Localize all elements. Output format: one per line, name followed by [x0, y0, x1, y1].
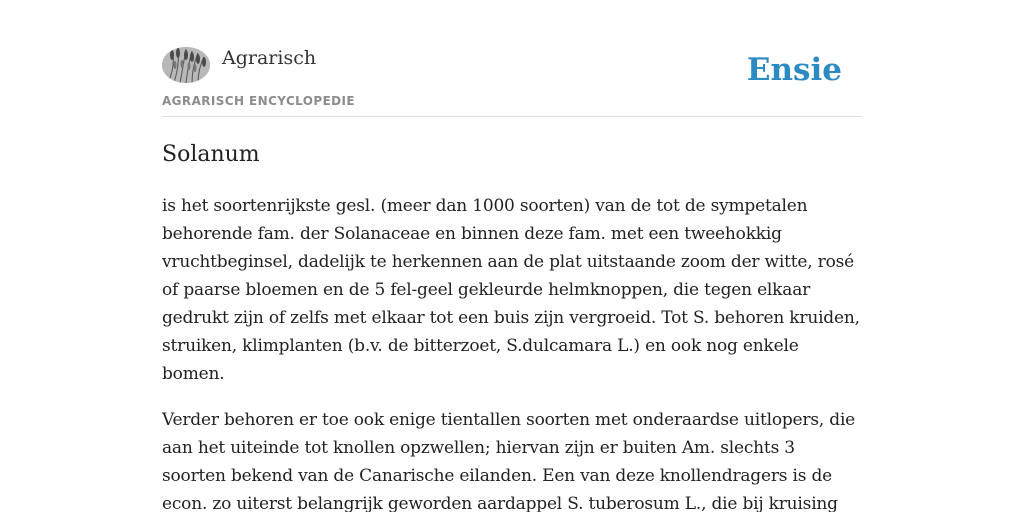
site-name-link[interactable]: Agrarisch	[222, 47, 317, 69]
article-paragraph: is het soortenrijkste gesl. (meer dan 1000 soorten) van de tot de sympetalen behorende fam. der Solanaceae en binnen deze fam. met een tweehokkig vruchtbeginsel, dadelijk te herkennen aan de plat uitstaande zoom der witte, rosé of paarse bloemen en de 5 fel-geel gekleurde helmknoppen, die tegen elkaar gedrukt zijn of zelfs met elkaar tot een buis zijn vergroeid. Tot S. behoren kruiden, struiken, klimplanten (b.v. de bitterzoet, S.dulcamara L.) en ook nog enkele bomen.	[162, 196, 860, 384]
article-title: Solanum	[162, 142, 260, 167]
article-paragraph: Verder behoren er toe ook enige tientallen soorten met onderaardse uitlopers, die aan het uiteinde tot knollen opzwellen; hiervan zijn er buiten Am. slechts 3 soorten bekend van de Canarische eilanden. Een van deze knollendragers is de econ. zo uiterst belangrijk geworden aardappel S. tuberosum L., die bij kruising	[162, 410, 856, 512]
brand-logo-link[interactable]: Ensie	[746, 52, 842, 88]
site-subtitle: AGRARISCH ENCYCLOPEDIE	[162, 94, 355, 108]
wheat-illustration-icon[interactable]	[162, 47, 210, 83]
site-header	[162, 46, 862, 117]
article-body	[162, 192, 862, 512]
